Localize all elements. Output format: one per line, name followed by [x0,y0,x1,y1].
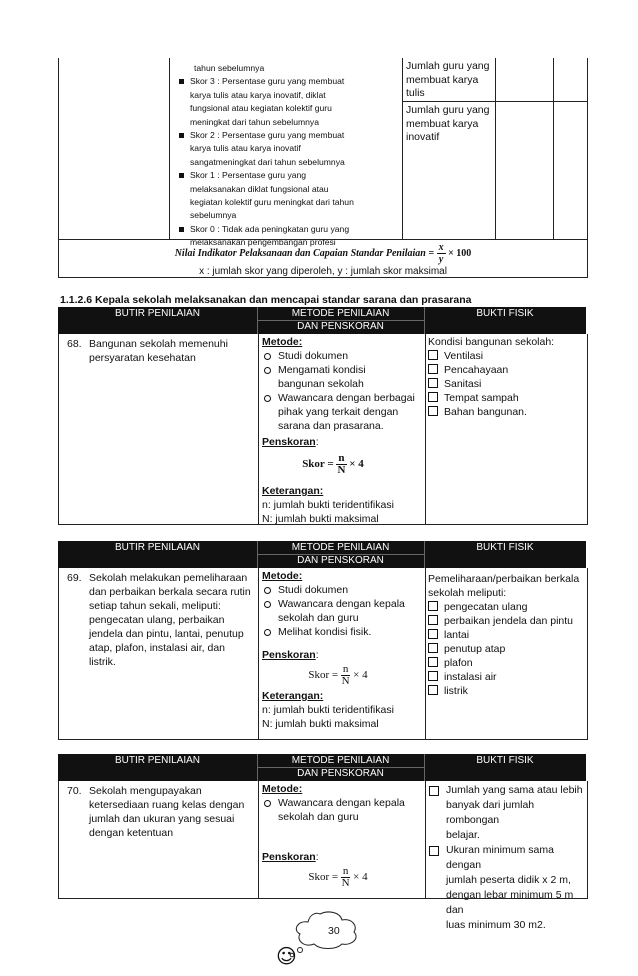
checkbox-label: Bahan bangunan. [444,406,527,418]
metode-item [262,363,424,391]
keterangan-label: Keterangan: [262,485,324,497]
checkbox-item [428,391,586,405]
list-item-line: Skor 0 : Tidak ada peningkatan guru yang [190,223,350,234]
list-item-line: Skor 2 : Persentase guru yang membuat [190,130,345,141]
butir-line: jumlah dan ukuran yang sesuai [89,813,235,825]
checkbox-icon [429,846,439,856]
checkbox-label: pengecatan ulang [444,601,528,613]
evidence-cell-2: Jumlah guru yang membuat karya inovatif [406,104,490,143]
circle-bullet-icon [264,629,271,636]
checkbox-label: belajar. [446,829,480,841]
item-metode: Metode: Wawancara dengan kepala sekolah dan guru Penskoran: Skor = $\frac{n}{N}$ × 4 [262,782,424,889]
checkbox-label: lantai [444,629,470,641]
metode-line: sarana dan prasarana. [278,420,384,432]
item-number: 68. [67,338,82,350]
list-item-line: melaksanakan pengembangan profesi [190,237,336,248]
metode-line: Wawancara dengan kepala [278,797,405,809]
checkbox-label: penutup atap [444,643,506,655]
checkbox-icon [428,378,438,388]
item-metode: Metode: Studi dokumen Wawancara dengan kepala sekolah dan guru Melihat kondisi fisik. Penskoran: Skor = $\frac{n}{N}$ × 4 Keterangan: n: jumlah bukti teridentifikasi N: jumlah bukti maksimal [262,569,424,731]
butir-line: Bangunan sekolah memenuhi [89,338,228,350]
metode-label: Metode: [262,336,303,348]
checkbox-item [428,843,586,933]
evidence-cell-1: Jumlah guru yang membuat karya tulis [406,60,490,99]
header-metode: METODE PENILAIAN [291,308,390,319]
item-row [58,781,588,931]
header-penskoran: DAN PENSKORAN [297,768,384,779]
checkbox-icon [428,601,438,611]
butir-line: ketersediaan ruang kelas dengan [89,799,245,811]
item-bukti [428,335,586,419]
checkbox-icon [428,392,438,402]
skor-formula: Skor = $\frac{n}{N}$ × 4 [308,663,368,687]
metode-line: Wawancara dengan kepala [278,598,405,610]
smiley-icon: ☺ [276,944,297,968]
metode-line: Mengamati kondisi [278,364,366,376]
bukti-intro-line: Kondisi bangunan sekolah: [428,336,555,348]
item-butir [89,571,257,669]
checkbox-item [428,783,586,843]
checkbox-icon [428,364,438,374]
keterangan-line: N: jumlah bukti maksimal [262,513,379,525]
butir-line: Sekolah melakukan pemeliharaan [89,572,248,584]
list-item-line: Skor 1 : Persentase guru yang [190,170,307,181]
metode-line: Melihat kondisi fisik. [278,626,372,638]
metode-item [262,583,424,597]
circle-bullet-icon [264,395,271,402]
checkbox-icon [428,685,438,695]
item-row [58,334,588,525]
list-item-line: karya tulis atau karya inovatif, diklat [190,89,326,100]
checkbox-label: Tempat sampah [444,392,519,404]
page-number: 30 [328,925,340,937]
checkbox-label: Jumlah yang sama atau lebih [446,784,583,796]
butir-line: atap, plafon, instalasi air, dan [89,642,226,654]
keterangan-label: Keterangan: [262,690,324,702]
checkbox-label: Sanitasi [444,378,482,390]
checkbox-icon [429,786,439,796]
header-butir: BUTIR PENILAIAN [114,542,201,553]
item-number: 69. [67,572,82,584]
list-item-line: sangatmeningkat dari tahun sebelumnya [190,156,345,167]
checkbox-label: dengan lebar minimum 5 m dan [446,889,574,916]
butir-line: jendela dan pintu, lantai, penutup [89,628,244,640]
skor-formula: Skor = $\frac{n}{N}$ × 4 [308,865,368,889]
header-penskoran: DAN PENSKORAN [297,555,384,566]
list-item [175,169,400,223]
header-bukti: BUKTI FISIK [476,308,534,319]
header-metode: METODE PENILAIAN [291,755,390,766]
formula-label: Nilai Indikator Pelaksanaan dan Capaian Standar Penilaian = [174,247,435,259]
list-item-line: sebelumnya [190,210,237,221]
checkbox-label: luas minimum 30 m2. [446,919,546,931]
checkbox-label: listrik [444,685,468,697]
list-item-line: kegiatan kolektif guru meningkat dari tahun [190,197,354,208]
table-header [58,754,586,781]
penskoran-label: Penskoran [262,436,316,448]
item-butir [89,337,255,365]
metode-item [262,597,424,625]
checkbox-icon [428,406,438,416]
item-bukti [428,783,586,933]
circle-bullet-icon [264,601,271,608]
metode-line: bangunan sekolah [278,378,364,390]
checkbox-item [428,628,586,642]
list-item [175,75,400,129]
formula-row [59,240,587,277]
section-title: 1.1.2.6 Kepala sekolah melaksanakan dan mencapai standar sarana dan prasarana [60,294,472,306]
checkbox-item [428,684,586,698]
circle-bullet-icon [264,353,271,360]
checkbox-icon [428,671,438,681]
item-row [58,568,588,740]
checkbox-item [428,600,586,614]
checkbox-item [428,656,586,670]
checkbox-icon [428,629,438,639]
checkbox-icon [428,615,438,625]
list-item-line: melaksanakan diklat fungsional atau [190,183,329,194]
butir-line: setiap tahun sekali, meliputi: [89,600,221,612]
skor-formula: Skor = $\frac{n}{N}$ × 4 [302,452,364,476]
checkbox-item [428,670,586,684]
metode-label: Metode: [262,783,303,795]
checkbox-label: plafon [444,657,473,669]
header-bukti: BUKTI FISIK [476,755,534,766]
metode-line: Studi dokumen [278,350,349,362]
checkbox-label: Ukuran minimum sama dengan [446,844,554,871]
penskoran-label: Penskoran [262,649,316,661]
keterangan-line: n: jumlah bukti teridentifikasi [262,704,394,716]
metode-line: Studi dokumen [278,584,349,596]
checkbox-label: banyak dari jumlah rombongan [446,799,535,826]
checkbox-label: jumlah peserta didik x 2 m, [446,874,571,886]
header-penskoran: DAN PENSKORAN [297,321,384,332]
formula-tail: × 100 [448,247,472,259]
top-table [58,58,588,278]
list-item-line: fungsional atau kegiatan kolektif guru [190,103,332,114]
formula-fraction: $\frac{x}{y}$ [438,242,444,265]
metode-item [262,349,424,363]
metode-line: sekolah dan guru [278,811,359,823]
keterangan-line: n: jumlah bukti teridentifikasi [262,499,394,511]
table-header [58,307,586,334]
butir-line: dengan ketentuan [89,827,174,839]
metode-line: sekolah dan guru [278,612,359,624]
metode-item [262,625,424,639]
checkbox-item [428,349,586,363]
checkbox-item [428,642,586,656]
butir-line: listrik. [89,656,116,668]
list-item-line: karya tulis atau karya inovatif [190,143,301,154]
header-bukti: BUKTI FISIK [476,542,534,553]
header-butir: BUTIR PENILAIAN [114,755,201,766]
metode-line: Wawancara dengan berbagai [278,392,415,404]
list-item-line: Skor 3 : Persentase guru yang membuat [190,76,345,87]
criteria-list [175,62,400,250]
checkbox-label: Ventilasi [444,350,484,362]
checkbox-icon [428,657,438,667]
list-item-line: meningkat dari tahun sebelumnya [190,116,319,127]
list-item [175,129,400,169]
header-metode: METODE PENILAIAN [291,542,390,553]
penskoran-label: Penskoran [262,851,316,863]
circle-bullet-icon [264,367,271,374]
metode-label: Metode: [262,570,303,582]
checkbox-label: Pencahayaan [444,364,509,376]
metode-item [262,796,424,824]
checkbox-icon [428,643,438,653]
circle-bullet-icon [264,587,271,594]
item-metode: Metode: Studi dokumen Mengamati kondisi bangunan sekolah Wawancara dengan berbagai pihak yang terkait dengan sarana dan prasarana. Penskoran: Skor = $\frac{n}{N}$ × 4 Keterangan: n: jumlah bukti teridentifikasi N: jumlah bukti maksimal [262,335,424,526]
checkbox-label: instalasi air [444,671,497,683]
butir-line: persyaratan kesehatan [89,352,196,364]
item-butir [89,784,257,840]
butir-line: Sekolah mengupayakan [89,785,202,797]
bukti-intro-line: Pemeliharaan/perbaikan berkala [428,573,580,585]
metode-item [262,391,424,433]
formula-note: x : jumlah skor yang diperoleh, y : jumlah skor maksimal [199,266,447,277]
list-item: tahun sebelumnya [194,63,265,73]
butir-line: dan perbaikan berkala secara rutin [89,586,251,598]
metode-line: pihak yang terkait dengan [278,406,399,418]
checkbox-item [428,405,586,419]
keterangan-line: N: jumlah bukti maksimal [262,718,379,730]
table-header [58,541,586,568]
circle-bullet-icon [264,800,271,807]
header-butir: BUTIR PENILAIAN [114,308,201,319]
checkbox-item [428,363,586,377]
bukti-intro-line: sekolah meliputi: [428,587,507,599]
item-number: 70. [67,785,82,797]
butir-line: pengecatan ulang, perbaikan [89,614,225,626]
checkbox-item [428,377,586,391]
checkbox-label: perbaikan jendela dan pintu [444,615,574,627]
item-bukti [428,572,586,698]
checkbox-icon [428,350,438,360]
checkbox-item [428,614,586,628]
